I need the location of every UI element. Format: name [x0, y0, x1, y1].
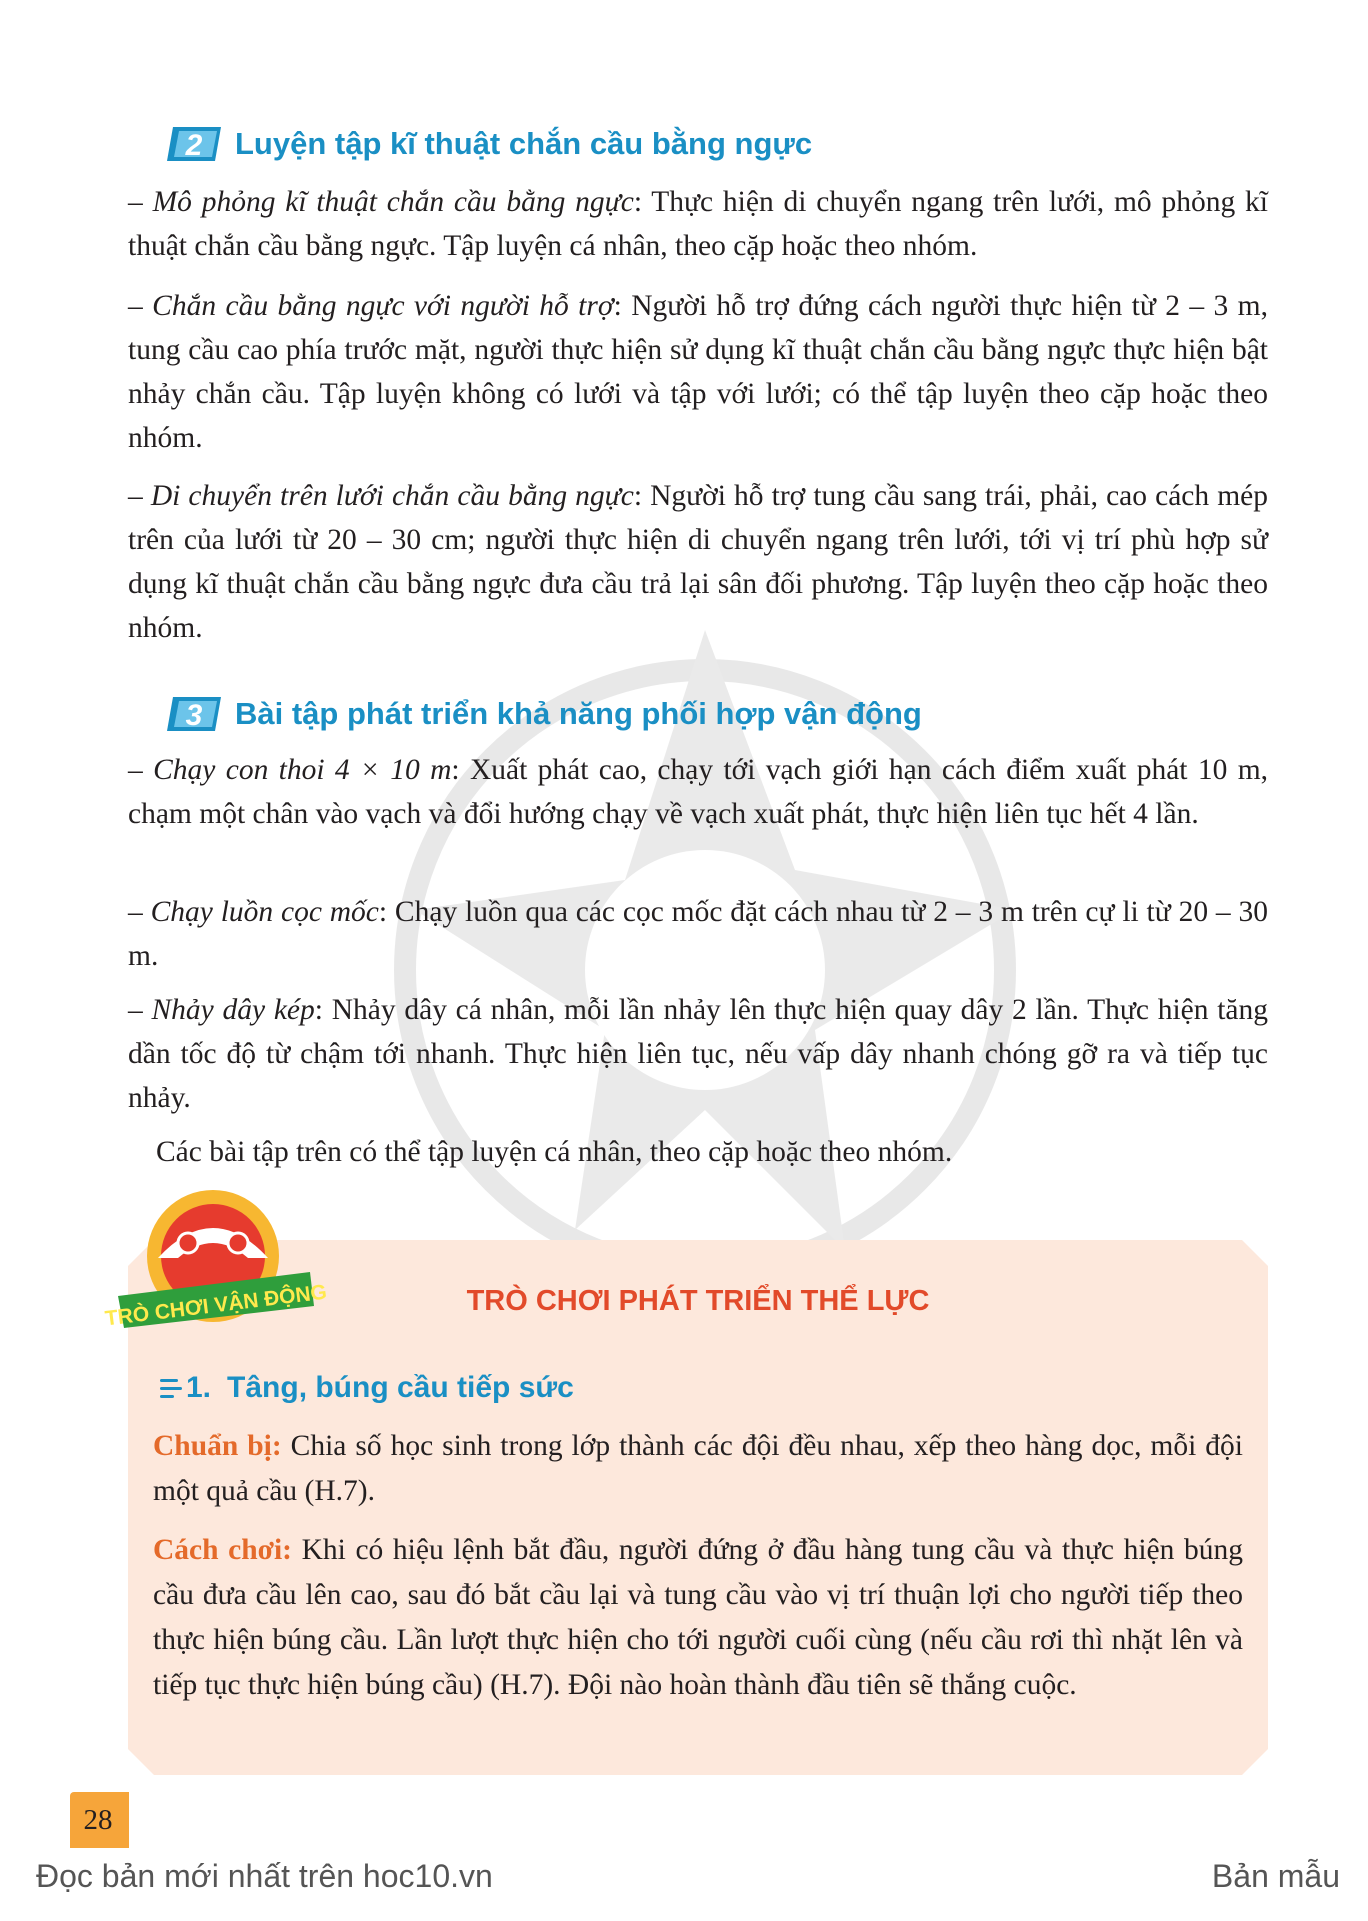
section-2-item-2: – Chắn cầu bằng ngực với người hỗ trợ: Người hỗ trợ đứng cách người thực hiện từ 2 – 3 m, tung cầu cao phía trước mặt, người thực hiện sử dụng kĩ thuật chắn cầu bằng ngực thực hiện bật nhảy chắn cầu. Tập luyện không có lưới và tập với lưới; có thể tập luyện theo cặp hoặc theo nhóm. [128, 290, 1269, 454]
game-preparation: Chuẩn bị: Chia số học sinh trong lớp thành các đội đều nhau, xếp theo hàng dọc, mỗi đội một quả cầu (H.7). [153, 1430, 1243, 1507]
game-panel-title: TRÒ CHƠI PHÁT TRIỂN THỂ LỰC [466, 1285, 930, 1317]
lines-icon [160, 1374, 182, 1403]
game-subheading [160, 1366, 574, 1410]
game-sub-title: Tâng, búng cầu tiếp sức [227, 1371, 574, 1404]
section-2-heading [165, 122, 812, 166]
section-2-item-1: – Mô phỏng kĩ thuật chắn cầu bằng ngực: Thực hiện di chuyển ngang trên lưới, mô phỏng kĩ thuật chắn cầu bằng ngực. Tập luyện cá nhân, theo cặp hoặc theo nhóm. [128, 186, 1268, 262]
section-3-heading [165, 692, 922, 736]
svg-text:2: 2 [185, 129, 203, 162]
svg-text:3: 3 [185, 699, 203, 732]
section-2-item-3: – Di chuyển trên lưới chắn cầu bằng ngực: Người hỗ trợ tung cầu sang trái, phải, cao cách mép trên của lưới từ 20 – 30 cm; người thực hiện di chuyển ngang trên lưới, tới vị trí phù hợp sử dụng kĩ thuật chắn cầu bằng ngực đưa cầu trả lại sân đối phương. Tập luyện theo cặp hoặc theo nhóm. [128, 480, 1269, 644]
number-2-badge-icon [165, 125, 223, 163]
svg-text:TRÒ CHƠI VẬN ĐỘNG: TRÒ CHƠI VẬN ĐỘNG [103, 1280, 329, 1331]
section-3-item-1: – Chạy con thoi 4 × 10 m: Xuất phát cao, chạy tới vạch giới hạn cách điểm xuất phát 10 m, chạm một chân vào vạch và đổi hướng chạy về vạch xuất phát, thực hiện liên tục hết 4 lần. [128, 754, 1269, 830]
section-3-closing: Các bài tập trên có thể tập luyện cá nhân, theo cặp hoặc theo nhóm. [156, 1136, 953, 1168]
number-3-badge-icon [165, 695, 223, 733]
section-3-item-3: – Nhảy dây kép: Nhảy dây cá nhân, mỗi lần nhảy lên thực hiện quay dây 2 lần. Thực hiện tăng dần tốc độ từ chậm tới nhanh. Thực hiện liên tục, nếu vấp dây nhanh chóng gỡ ra và tiếp tục nhảy. [128, 994, 1269, 1114]
game-rules: Cách chơi: Khi có hiệu lệnh bắt đầu, người đứng ở đầu hàng tung cầu và thực hiện búng cầu đưa cầu lên cao, sau đó bắt cầu lại và tung cầu vào vị trí thuận lợi cho người tiếp theo thực hiện búng cầu. Lần lượt thực hiện cho tới người cuối cùng (nếu cầu rơi thì nhặt lên và tiếp tục thực hiện búng cầu) (H.7). Đội nào hoàn thành đầu tiên sẽ thắng cuộc. [153, 1534, 1243, 1701]
section-3-title: Bài tập phát triển khả năng phối hợp vận động [235, 696, 922, 731]
section-3-item-2: – Chạy luồn cọc mốc: Chạy luồn qua các cọc mốc đặt cách nhau từ 2 – 3 m trên cự li từ 20 – 30 m. [128, 896, 1268, 972]
section-2-title: Luyện tập kĩ thuật chắn cầu bằng ngực [235, 126, 813, 161]
footer-left-link[interactable]: Đọc bản mới nhất trên hoc10.vn [36, 1858, 493, 1894]
page-number: 28 [70, 1792, 126, 1848]
game-sub-number: 1. [186, 1371, 212, 1404]
footer-right-label: Bản mẫu [1211, 1858, 1340, 1894]
page-number-rule [126, 1792, 129, 1848]
